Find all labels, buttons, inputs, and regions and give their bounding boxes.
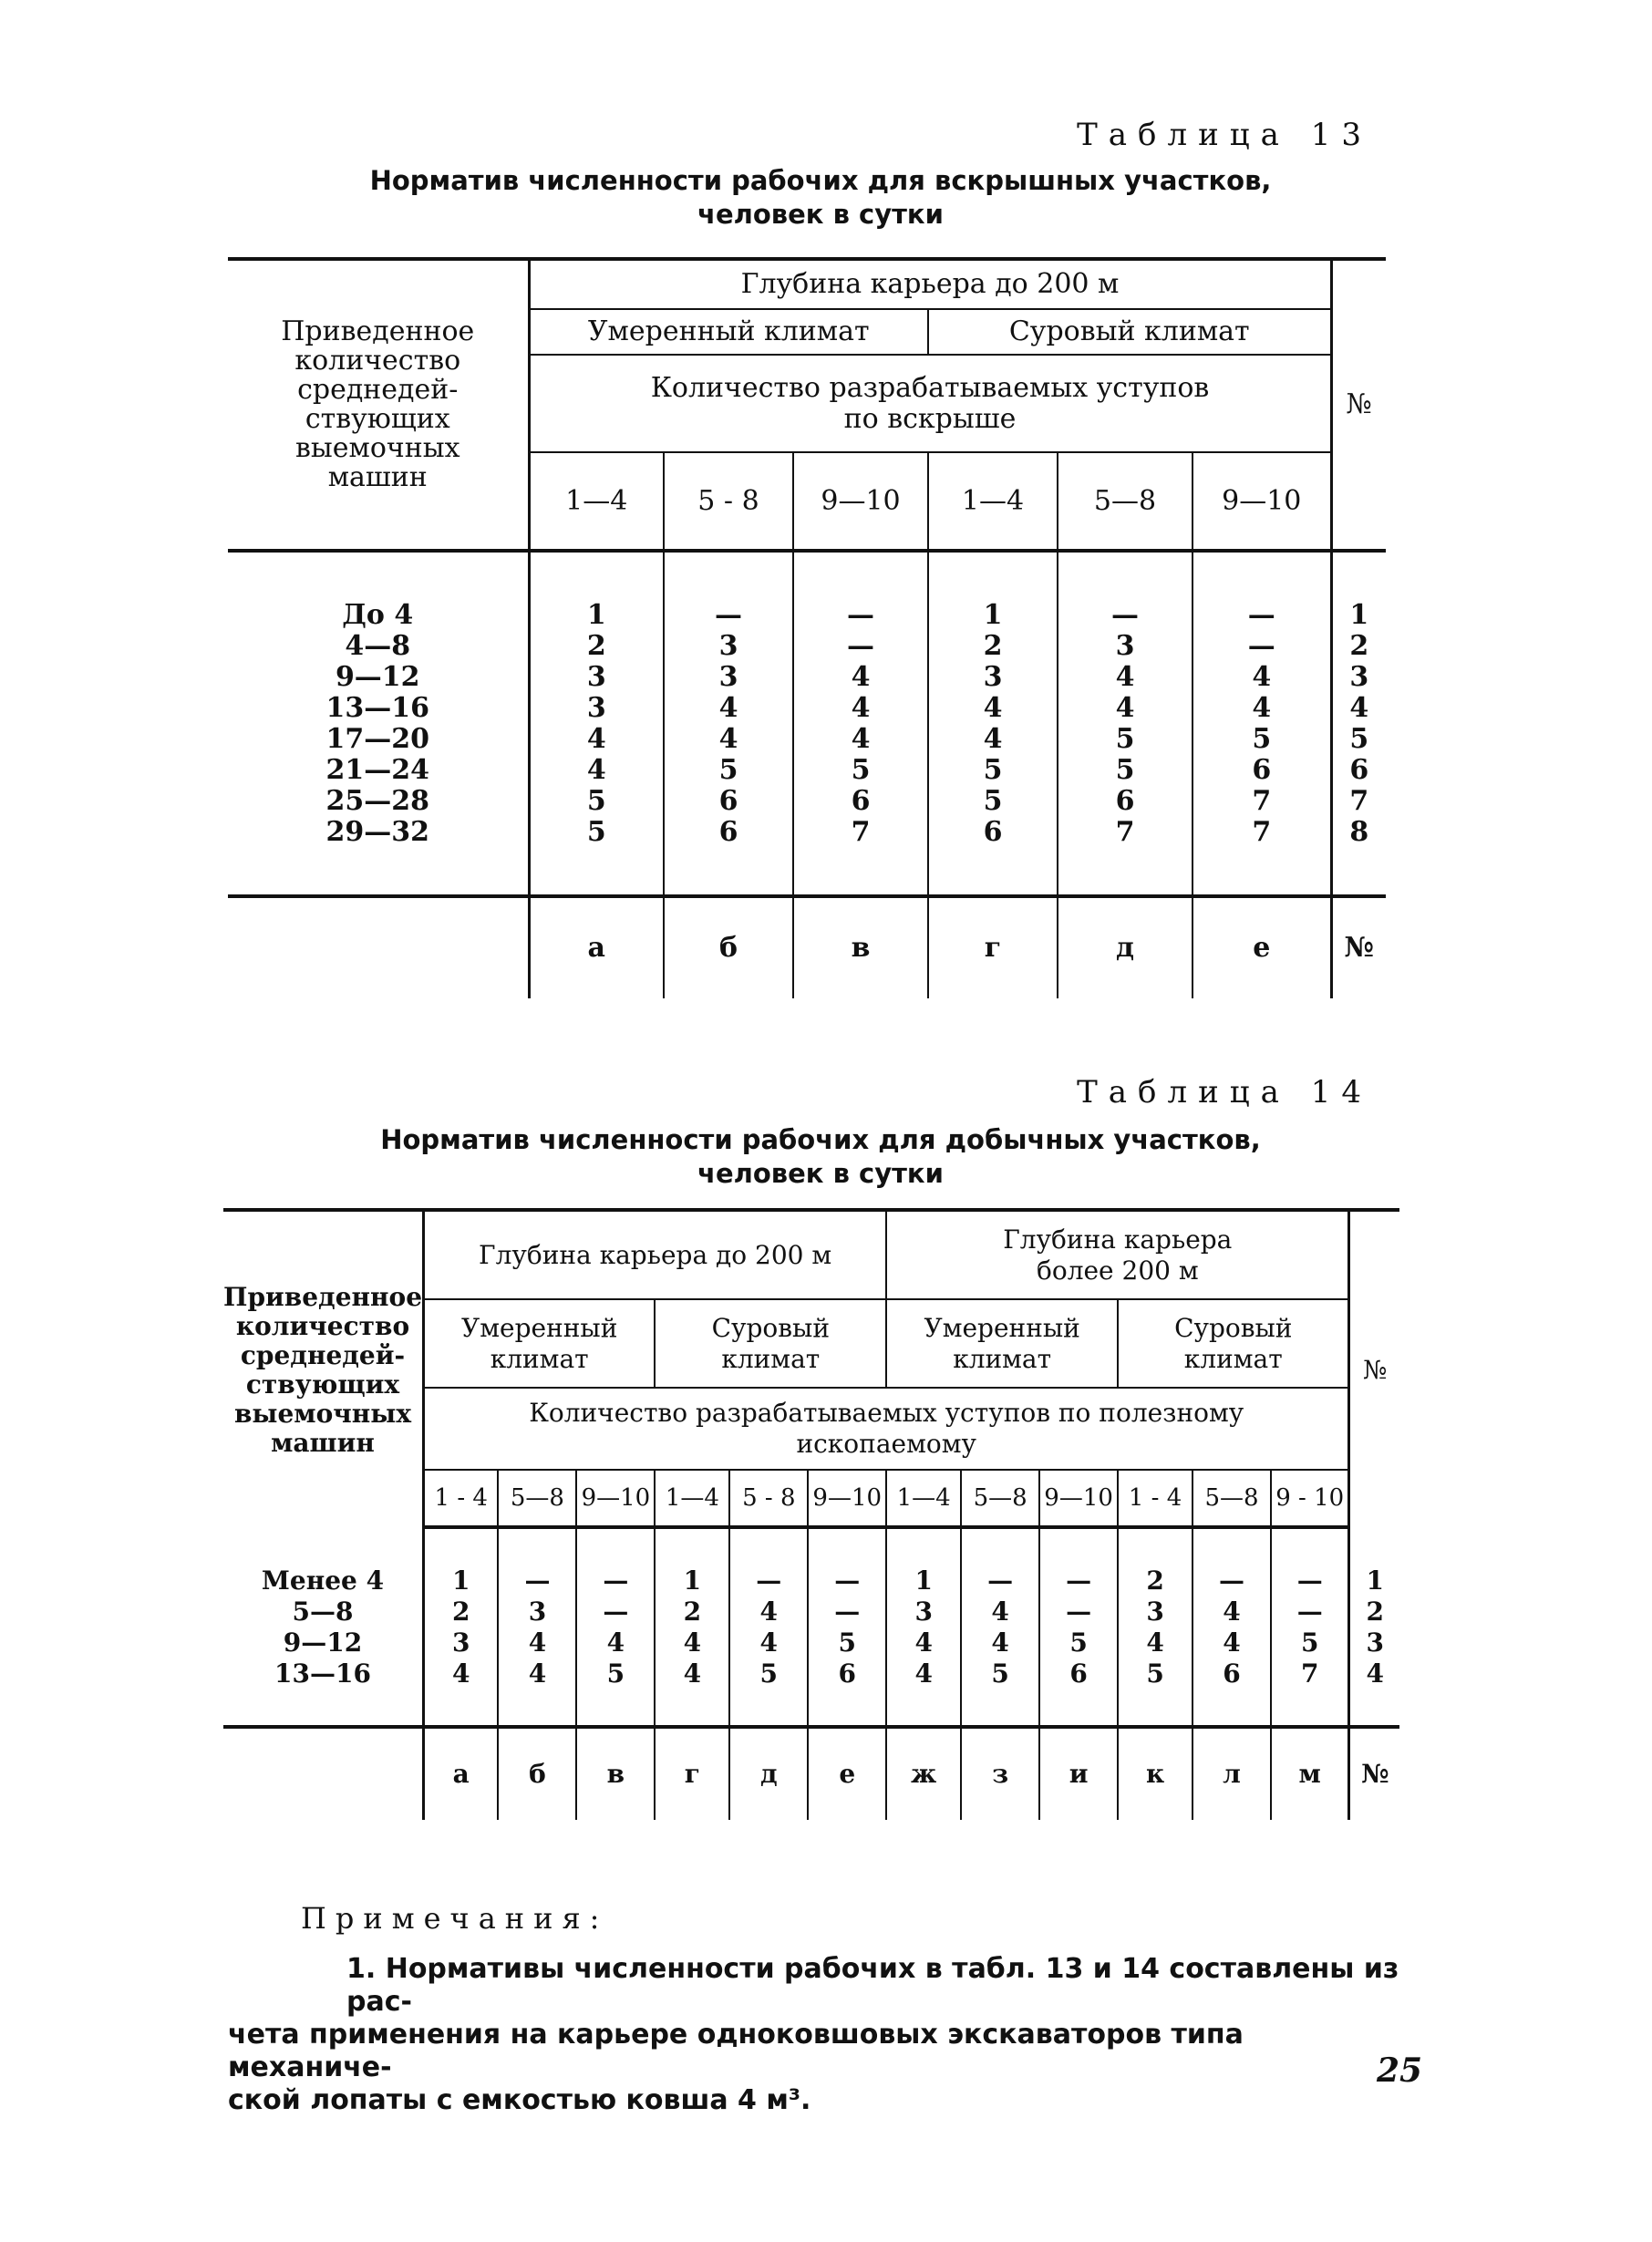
cell: 5 [718,753,738,786]
cell: 6 [718,784,738,817]
cell: 5 [759,1658,779,1689]
notes-line1: 1. Нормативы численности рабочих в табл. 13 и 14 составлены из рас- [346,1953,1399,2018]
row-label: 17—20 [325,722,429,755]
cell: 4 [586,753,606,786]
cell: 2 [683,1596,702,1627]
row-label: 5—8 [292,1596,354,1627]
table14-title [228,1123,1413,1191]
cell: — [847,629,874,662]
notes-line3: ской лопаты с емкостью ковша 4 м³. [228,2084,811,2116]
table13-range-6: 9—10 [1222,484,1302,517]
cell: 4 [759,1627,779,1658]
cell: 7 [1300,1658,1319,1689]
cell: 4 [851,722,871,755]
row-number: 2 [1349,629,1369,662]
cell: — [1066,1596,1092,1627]
table14-letter: г [655,1727,729,1820]
row-header-line: машин [327,461,428,493]
table14-letter: а [424,1727,499,1820]
table13-col-e [1193,551,1331,896]
table14-letter: в [576,1727,655,1820]
cell: 3 [914,1596,933,1627]
table13-letter: г [928,896,1058,998]
table14-range: 5 - 8 [729,1470,808,1527]
cell: 4 [851,691,871,724]
cell: 4 [1252,691,1272,724]
climate-line: климат [953,1343,1052,1374]
table14-range: 9 - 10 [1275,1484,1345,1512]
table13-climate-severe: Суровый климат [928,309,1331,355]
cell: 1 [983,598,1003,631]
table14-col [424,1529,499,1727]
table14-range: 9—10 [576,1470,655,1527]
table13-range-5: 5—8 [1058,452,1193,551]
page-number: 25 [1377,2051,1423,2090]
depth2-line1: Глубина карьера [1003,1224,1233,1255]
table13-no-header: № [1331,259,1386,551]
climate-line: Суровый [711,1312,830,1343]
table14-climate-4 [1118,1299,1349,1388]
cell: 2 [586,629,606,662]
table14-col [886,1529,961,1727]
cell: 4 [991,1596,1009,1627]
cell: 6 [838,1658,856,1689]
count-header-line2: по вскрыше [843,402,1017,435]
table13-range-2: 5 - 8 [664,452,793,551]
cell: 3 [1115,629,1135,662]
row-label: 9—12 [283,1627,363,1658]
cell: 5 [991,1658,1009,1689]
cell: 4 [718,722,738,755]
cell: 6 [851,784,871,817]
table14-col [961,1529,1039,1727]
table14-label: Таблица 14 [1077,1074,1372,1111]
row-number: 8 [1349,815,1369,848]
cell: 5 [983,784,1003,817]
table13-col-v [793,551,928,896]
table14-range: 9—10 [1039,1470,1118,1527]
table13-col-b [664,551,793,896]
table14-depth-2 [886,1210,1349,1299]
table14-range: 5—8 [498,1470,576,1527]
cell: 5 [851,753,871,786]
cell: 4 [606,1627,625,1658]
cell: 4 [983,691,1003,724]
table13-letters-no: № [1331,896,1386,998]
table14-climate-3 [886,1299,1118,1388]
cell: 6 [983,815,1003,848]
count-header-line1: Количество разрабатываемых уступов [650,371,1210,404]
table13-col-d [1058,551,1193,896]
table14-letters-no: № [1349,1727,1399,1820]
notes-text [228,1953,1413,2117]
cell: — [847,598,874,631]
table14-letters-blank [223,1727,424,1820]
row-header-line: выемочных [233,1399,412,1429]
row-number: 1 [1349,598,1369,631]
table14-climate-1 [424,1299,656,1388]
climate-line: климат [490,1343,589,1374]
table14-letter: к [1118,1727,1193,1820]
cell: 7 [851,815,871,848]
table14-range: 9—10 [808,1470,886,1527]
count-header-line2: ископаемому [796,1429,976,1459]
row-number: 2 [1366,1596,1384,1627]
depth2-line2: более 200 м [1036,1255,1199,1286]
table13-row-numbers [1331,551,1386,896]
table13-col-a [529,551,664,896]
table14-depth-1: Глубина карьера до 200 м [424,1210,887,1299]
row-label: 29—32 [325,815,429,848]
row-label: До 4 [342,598,414,631]
table13-letter: б [664,896,793,998]
table13-depth-header: Глубина карьера до 200 м [529,259,1331,309]
table14 [223,1208,1399,1820]
table13-count-header [529,355,1331,452]
cell: 5 [606,1658,625,1689]
cell: — [987,1565,1014,1596]
row-number: 3 [1349,660,1369,693]
cell: 4 [528,1658,547,1689]
table13-letter: е [1253,932,1271,964]
table14-range: 5—8 [1193,1470,1271,1527]
table14-letter: и [1039,1727,1118,1820]
table14-range: 1 - 4 [424,1470,499,1527]
cell: 4 [452,1658,470,1689]
table14-col [729,1529,808,1727]
notes-title: Примечания: [301,1901,609,1936]
cell: 5 [838,1627,856,1658]
cell: 4 [1223,1596,1241,1627]
cell: 5 [1146,1658,1164,1689]
row-number: 7 [1349,784,1369,817]
cell: 7 [1115,815,1135,848]
table14-col [576,1529,655,1727]
cell: 4 [851,660,871,693]
table13-title [228,164,1413,232]
table14-letter: л [1193,1727,1271,1820]
cell: — [1066,1565,1092,1596]
cell: 3 [586,660,606,693]
cell: — [1111,598,1139,631]
table14-col [1271,1529,1349,1727]
table13-climate-moderate: Умеренный климат [529,309,928,355]
cell: 4 [1115,691,1135,724]
cell: 5 [1115,722,1135,755]
cell: 7 [1252,815,1272,848]
row-header-line: среднедей- [240,1340,406,1370]
cell: 4 [983,722,1003,755]
cell: 3 [528,1596,547,1627]
cell: 5 [1300,1627,1319,1658]
row-number: 5 [1349,722,1369,755]
cell: 4 [991,1627,1009,1658]
table13-letter: д [1058,896,1193,998]
table13-row-header [228,259,529,551]
row-label: 13—16 [325,691,429,724]
notes-line2: чета применения на карьере одноковшовых экскаваторов типа механиче- [228,2019,1244,2083]
row-header-line: выемочных [294,432,460,464]
cell: 3 [452,1627,470,1658]
cell: 3 [718,660,738,693]
row-header-line: ствующих [245,1369,400,1400]
cell: 4 [914,1658,933,1689]
row-number: 1 [1366,1565,1384,1596]
table14-letter: б [498,1727,576,1820]
cell: 4 [1146,1627,1164,1658]
row-header-line: ствующих [305,403,450,435]
table14-range: 1—4 [655,1470,729,1527]
cell: 4 [528,1627,547,1658]
cell: 7 [1252,784,1272,817]
table14-col [1118,1529,1193,1727]
cell: — [715,598,742,631]
cell: — [834,1596,861,1627]
cell: 6 [1115,784,1135,817]
table14-count-header [424,1388,1349,1470]
cell: — [603,1596,629,1627]
table14-col [498,1529,576,1727]
row-number: 3 [1366,1627,1384,1658]
cell: 3 [1146,1596,1164,1627]
table13-letters-blank [228,896,529,998]
row-label: Менее 4 [261,1565,385,1596]
cell: 2 [452,1596,470,1627]
cell: — [1247,598,1275,631]
row-header-line: машин [271,1428,375,1458]
cell: 5 [1252,722,1272,755]
table14-row-labels [223,1529,424,1727]
climate-line: Умеренный [461,1312,618,1343]
table14-letter: д [729,1727,808,1820]
cell: — [524,1565,551,1596]
row-header-line: количество [294,345,461,377]
table14-range: 1—4 [886,1470,961,1527]
table14-col [1039,1529,1118,1727]
row-number: 6 [1349,753,1369,786]
row-label: 25—28 [325,784,429,817]
cell: — [1219,1565,1244,1596]
cell: 6 [1069,1658,1088,1689]
cell: 4 [586,722,606,755]
climate-line: климат [721,1343,821,1374]
cell: 4 [683,1658,702,1689]
climate-line: Умеренный [924,1312,1080,1343]
cell: 5 [983,753,1003,786]
cell: 4 [759,1596,779,1627]
table13-range-1: 1—4 [529,452,664,551]
cell: 2 [983,629,1003,662]
cell: — [1296,1596,1323,1627]
row-header-line: количество [235,1311,410,1341]
cell: 5 [1069,1627,1088,1658]
table14-col [1193,1529,1271,1727]
cell: 5 [586,784,606,817]
cell: 5 [586,815,606,848]
table14-row-numbers [1349,1529,1399,1727]
cell: 1 [452,1565,470,1596]
table14-row-header [223,1210,424,1529]
table13-range-3: 9—10 [793,452,928,551]
climate-line: Суровый [1174,1312,1293,1343]
cell: 4 [683,1627,702,1658]
row-number: 4 [1349,691,1369,724]
cell: — [756,1565,782,1596]
table14-letter: е [808,1727,886,1820]
table13-title-line2: человек в сутки [697,199,944,230]
cell: 5 [1115,753,1135,786]
cell: 6 [1223,1658,1241,1689]
table14-range: 5—8 [961,1470,1039,1527]
table14-range: 1 - 4 [1118,1470,1193,1527]
table14-no-header: № [1349,1210,1399,1529]
table14-col [808,1529,886,1727]
table13-label: Таблица 13 [1077,117,1372,153]
climate-line: климат [1183,1343,1283,1374]
cell: — [603,1565,629,1596]
row-number: 4 [1366,1658,1384,1689]
table14-col [655,1529,729,1727]
cell: 6 [718,815,738,848]
table13-col-g [928,551,1058,896]
row-label: 4—8 [345,629,411,662]
cell: — [834,1565,861,1596]
count-header-line1: Количество разрабатываемых уступов по полезному [529,1398,1244,1428]
cell: 2 [1146,1565,1164,1596]
table13-letter: а [529,896,664,998]
cell: 3 [586,691,606,724]
table13 [228,257,1386,998]
row-header-line: Приведенное [281,315,475,347]
row-label: 21—24 [325,753,429,786]
row-header-line: среднедей- [297,374,459,406]
table14-letter: з [961,1727,1039,1820]
cell: 1 [914,1565,933,1596]
cell: 4 [914,1627,933,1658]
table14-title-line1: Норматив численности рабочих для добычных участков, [380,1124,1261,1155]
cell: 4 [1223,1627,1241,1658]
table14-title-line2: человек в сутки [697,1158,944,1189]
row-label: 9—12 [335,660,420,693]
table14-letter: м [1298,1759,1321,1789]
cell: 1 [683,1565,702,1596]
cell: 4 [718,691,738,724]
table13-row-labels [228,551,529,896]
cell: 4 [1115,660,1135,693]
row-label: 13—16 [274,1658,371,1689]
cell: 1 [586,598,606,631]
table13-title-line1: Норматив численности рабочих для вскрышных участков, [369,165,1272,196]
table14-climate-2 [655,1299,886,1388]
cell: 3 [718,629,738,662]
table13-range-4: 1—4 [928,452,1058,551]
row-header-line: Приведенное [223,1282,423,1312]
table13-letter: в [793,896,928,998]
cell: 4 [1252,660,1272,693]
cell: — [1296,1565,1323,1596]
cell: 6 [1252,753,1272,786]
cell: — [1247,629,1275,662]
cell: 3 [983,660,1003,693]
table14-letter: ж [886,1727,961,1820]
